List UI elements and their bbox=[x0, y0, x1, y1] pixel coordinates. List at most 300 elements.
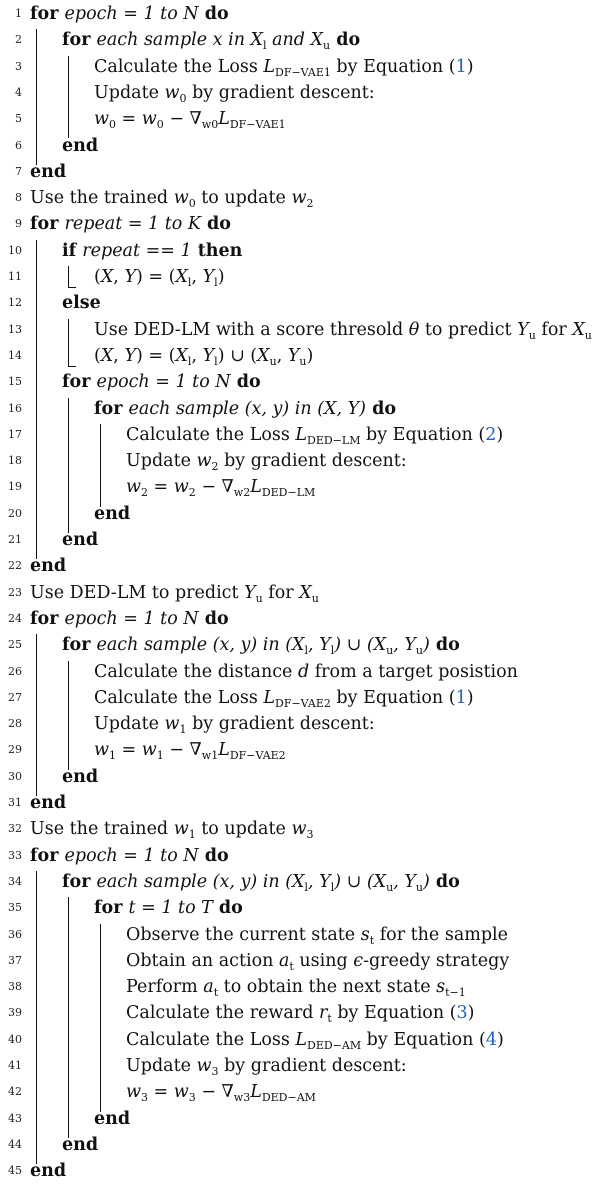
code-token: 0 bbox=[179, 91, 187, 105]
code-token: by Equation ( bbox=[331, 1003, 457, 1024]
algorithm-line bbox=[0, 422, 612, 448]
code-token: for bbox=[62, 30, 97, 51]
code-token: u bbox=[528, 328, 536, 342]
code-token: ) bbox=[496, 424, 504, 445]
block-indent-bar bbox=[100, 424, 101, 507]
code-token: u bbox=[269, 354, 277, 368]
line-code bbox=[94, 54, 474, 80]
algorithm-line bbox=[0, 1027, 612, 1053]
algorithm-line bbox=[0, 396, 612, 422]
algorithm-line bbox=[0, 895, 612, 921]
code-token: DED−AM bbox=[307, 1038, 362, 1052]
algorithm-line bbox=[0, 974, 612, 1000]
code-token: u bbox=[386, 880, 394, 894]
line-number: 37 bbox=[8, 953, 22, 967]
code-token: 2 bbox=[188, 486, 196, 500]
code-token: Observe the current state bbox=[126, 924, 361, 945]
code-token: Y bbox=[517, 319, 529, 340]
code-token: DED−LM bbox=[307, 433, 361, 447]
code-token: L bbox=[250, 477, 262, 498]
line-number: 35 bbox=[8, 901, 22, 915]
code-token: for bbox=[94, 898, 129, 919]
code-token: 3 bbox=[188, 1091, 196, 1105]
block-indent-bar bbox=[68, 398, 69, 534]
line-number: 36 bbox=[8, 927, 22, 941]
equation-ref-link[interactable]: 3 bbox=[456, 1003, 468, 1024]
line-number: 11 bbox=[8, 270, 22, 283]
code-token: , Y bbox=[393, 635, 416, 656]
line-number: 28 bbox=[8, 717, 22, 731]
line-number: 13 bbox=[8, 322, 22, 336]
code-token: to predict bbox=[419, 319, 518, 340]
code-token: do bbox=[230, 372, 261, 393]
code-token: X bbox=[257, 345, 270, 366]
code-token: w0 bbox=[201, 118, 219, 132]
code-token: do bbox=[200, 214, 231, 235]
code-token: each sample (x, y) in (X, Y) bbox=[128, 398, 366, 419]
line-number: 24 bbox=[8, 611, 22, 625]
line-code bbox=[94, 711, 375, 737]
code-token: ( bbox=[94, 345, 101, 366]
algorithm-line bbox=[0, 527, 612, 553]
code-token: by gradient descent: bbox=[186, 82, 375, 103]
code-token: do bbox=[429, 635, 460, 656]
code-token: X bbox=[175, 267, 188, 287]
code-token: Update bbox=[94, 82, 165, 103]
code-token: − ∇ bbox=[163, 109, 202, 130]
code-token: θ bbox=[408, 319, 420, 340]
code-token: Calculate the Loss bbox=[126, 424, 296, 445]
code-token: Obtain an action bbox=[126, 950, 279, 971]
line-code bbox=[126, 922, 508, 948]
code-token: ) ∪ (X bbox=[334, 635, 387, 656]
code-token: u bbox=[323, 39, 331, 53]
block-indent-bar bbox=[36, 634, 37, 796]
algorithm-line bbox=[0, 553, 612, 579]
code-token: for bbox=[535, 319, 573, 340]
code-token: Calculate the Loss bbox=[94, 687, 264, 708]
line-number: 9 bbox=[15, 217, 22, 231]
line-number: 17 bbox=[8, 427, 22, 441]
code-token: d bbox=[297, 661, 310, 682]
algorithm-line bbox=[0, 133, 612, 159]
line-number: 43 bbox=[8, 1111, 22, 1125]
line-number: 38 bbox=[8, 980, 22, 994]
line-number: 21 bbox=[8, 533, 22, 546]
line-code bbox=[62, 369, 261, 395]
algorithm-line bbox=[0, 474, 612, 500]
equation-ref-link[interactable]: 2 bbox=[485, 424, 497, 445]
code-token: Use the trained bbox=[30, 188, 174, 209]
line-number: 15 bbox=[8, 375, 22, 389]
code-token: X bbox=[572, 319, 585, 340]
code-token: w bbox=[94, 740, 109, 761]
code-token: epoch = 1 to N bbox=[64, 608, 199, 629]
algorithm-line bbox=[0, 869, 612, 895]
line-code bbox=[126, 974, 466, 1000]
code-token: end bbox=[30, 793, 67, 813]
code-token: each sample x in X bbox=[96, 30, 263, 51]
algorithm-line bbox=[0, 632, 612, 658]
code-token: w bbox=[173, 188, 189, 209]
algorithm-line bbox=[0, 659, 612, 685]
line-number: 44 bbox=[8, 1137, 22, 1151]
line-number: 29 bbox=[8, 743, 22, 757]
code-token: l bbox=[330, 880, 335, 894]
algorithm-line bbox=[0, 816, 612, 842]
code-token: w bbox=[173, 477, 189, 498]
code-token: do bbox=[198, 608, 229, 629]
code-token: end bbox=[62, 1134, 99, 1155]
code-token: DF−VAE2 bbox=[229, 749, 286, 763]
code-token: DF−VAE1 bbox=[275, 65, 331, 79]
code-token: w bbox=[196, 1056, 212, 1076]
line-code bbox=[94, 685, 474, 711]
code-token: = bbox=[147, 477, 174, 498]
line-code bbox=[62, 632, 460, 658]
code-token: w bbox=[94, 109, 109, 130]
code-token: l bbox=[214, 354, 218, 368]
code-token: do bbox=[429, 871, 460, 892]
line-number: 41 bbox=[8, 1059, 22, 1072]
code-token: L bbox=[263, 687, 276, 708]
code-token: epoch = 1 to N bbox=[96, 372, 231, 393]
code-token: t−1 bbox=[445, 986, 466, 1000]
code-token: do bbox=[366, 398, 397, 419]
code-token: by Equation ( bbox=[330, 56, 456, 77]
code-token: − ∇ bbox=[195, 1082, 234, 1103]
code-token: Update bbox=[126, 451, 197, 472]
line-code bbox=[30, 606, 229, 632]
block-indent-hook bbox=[68, 287, 76, 288]
code-token: ) = ( bbox=[136, 267, 176, 287]
code-token: by Equation ( bbox=[360, 424, 486, 445]
code-token: then bbox=[191, 240, 243, 261]
code-token: 3 bbox=[211, 1065, 219, 1078]
code-token: ( bbox=[94, 267, 101, 287]
code-token: l bbox=[304, 880, 309, 894]
code-token: Calculate the Loss bbox=[94, 56, 264, 77]
code-token: end bbox=[94, 503, 131, 524]
code-token: Use DED-LM to predict bbox=[30, 582, 245, 603]
code-token: for bbox=[30, 4, 65, 24]
code-token: , bbox=[191, 267, 203, 287]
code-token: end bbox=[30, 161, 67, 182]
line-code bbox=[62, 27, 360, 53]
line-number: 8 bbox=[15, 191, 22, 205]
code-token: Y bbox=[124, 345, 136, 366]
code-token: u bbox=[299, 354, 307, 368]
code-token: X bbox=[299, 582, 312, 603]
code-token: for bbox=[94, 398, 129, 419]
code-token: w bbox=[291, 819, 307, 840]
algorithm-line bbox=[0, 1132, 612, 1158]
code-token: by Equation ( bbox=[330, 687, 456, 708]
code-token: L bbox=[295, 424, 308, 445]
code-token: w bbox=[164, 714, 180, 735]
line-number: 34 bbox=[8, 874, 22, 888]
code-token: ) bbox=[217, 267, 225, 287]
algorithm-line bbox=[0, 185, 612, 211]
block-indent-bar bbox=[68, 897, 69, 1138]
line-code bbox=[62, 869, 460, 895]
line-number: 10 bbox=[8, 243, 22, 257]
line-code bbox=[30, 843, 229, 869]
code-token: X bbox=[100, 267, 114, 287]
algorithm-line bbox=[0, 106, 612, 132]
code-token: , bbox=[113, 267, 125, 287]
code-token: 1 bbox=[188, 828, 196, 842]
code-token: 2 bbox=[306, 197, 314, 211]
code-token: X bbox=[100, 345, 114, 366]
code-token: t bbox=[369, 933, 375, 947]
code-token: w bbox=[126, 477, 141, 498]
code-token: u bbox=[255, 591, 263, 605]
code-token: repeat == 1 bbox=[82, 240, 192, 261]
code-token: do bbox=[198, 845, 229, 866]
code-token: l bbox=[214, 276, 218, 289]
code-token: w bbox=[126, 1082, 141, 1103]
algorithm-line bbox=[0, 1000, 612, 1026]
code-token: s bbox=[436, 977, 446, 998]
code-token: , bbox=[276, 345, 288, 366]
algorithm-line bbox=[0, 843, 612, 869]
equation-ref-link[interactable]: 4 bbox=[485, 1029, 497, 1050]
line-code bbox=[30, 211, 231, 237]
code-token: for bbox=[62, 871, 97, 892]
code-token: u bbox=[386, 644, 394, 658]
code-token: w bbox=[291, 188, 307, 209]
code-token: by Equation ( bbox=[361, 1029, 486, 1050]
block-indent-bar bbox=[36, 240, 37, 560]
code-token: L bbox=[250, 1082, 262, 1103]
algorithm-line bbox=[0, 159, 612, 185]
line-code bbox=[94, 264, 225, 290]
code-token: w bbox=[173, 1082, 189, 1103]
code-token: for bbox=[30, 214, 65, 235]
code-token: 2 bbox=[211, 460, 219, 474]
code-token: to update bbox=[195, 188, 292, 209]
line-code bbox=[62, 238, 242, 264]
code-token: ) bbox=[466, 687, 474, 708]
line-code bbox=[30, 1, 229, 27]
code-token: end bbox=[62, 530, 99, 550]
block-indent-bar bbox=[68, 319, 69, 368]
code-token: w bbox=[141, 109, 157, 130]
code-token: by gradient descent: bbox=[218, 1056, 407, 1076]
line-number: 42 bbox=[8, 1085, 22, 1099]
code-token: L bbox=[218, 740, 230, 761]
code-token: ) = ( bbox=[136, 345, 176, 366]
line-number: 18 bbox=[8, 454, 22, 468]
code-token: ϵ bbox=[353, 950, 364, 971]
line-number: 31 bbox=[8, 796, 22, 809]
code-token: w1 bbox=[201, 749, 219, 763]
code-token: u bbox=[584, 328, 592, 342]
line-number: 40 bbox=[8, 1032, 22, 1046]
code-token: Update bbox=[126, 1056, 197, 1076]
line-code bbox=[94, 106, 286, 132]
code-token: Y bbox=[244, 582, 256, 603]
code-token: for bbox=[30, 608, 65, 629]
code-token: ) ∪ (X bbox=[334, 871, 387, 892]
code-token: DF−VAE1 bbox=[229, 118, 286, 132]
code-token: from a target posistion bbox=[309, 661, 518, 682]
code-token: t = 1 to T bbox=[128, 898, 213, 919]
line-number: 4 bbox=[15, 85, 22, 99]
code-token: l bbox=[187, 276, 192, 289]
line-code bbox=[94, 396, 396, 422]
code-token: repeat = 1 to K bbox=[64, 214, 201, 235]
code-token: 1 bbox=[156, 749, 164, 763]
code-token: u bbox=[415, 644, 424, 658]
code-token: L bbox=[218, 109, 230, 130]
code-token: epoch = 1 to N bbox=[64, 845, 199, 866]
line-code bbox=[126, 1000, 474, 1026]
line-code bbox=[126, 1027, 504, 1053]
code-token: Calculate the reward bbox=[126, 1003, 319, 1024]
line-code bbox=[94, 895, 243, 921]
block-indent-bar bbox=[100, 924, 101, 1112]
code-token: t bbox=[327, 1012, 332, 1026]
algorithm-line bbox=[0, 238, 612, 264]
line-code bbox=[94, 659, 518, 685]
line-code bbox=[126, 474, 315, 500]
line-number: 22 bbox=[8, 559, 22, 573]
algorithm-line bbox=[0, 1079, 612, 1105]
code-token: end bbox=[30, 556, 67, 577]
algorithm-line bbox=[0, 448, 612, 474]
line-number: 19 bbox=[8, 480, 22, 494]
line-number: 2 bbox=[15, 33, 22, 47]
code-token: Update bbox=[94, 714, 165, 735]
code-token: 3 bbox=[140, 1091, 148, 1105]
block-indent-hook bbox=[68, 366, 76, 367]
line-code bbox=[94, 343, 313, 369]
code-token: 0 bbox=[156, 118, 164, 132]
code-token: by gradient descent: bbox=[186, 714, 375, 735]
code-token: Calculate the Loss bbox=[126, 1029, 296, 1050]
code-token: w2 bbox=[233, 486, 251, 500]
equation-ref-link[interactable]: 1 bbox=[455, 56, 467, 77]
equation-ref-link[interactable]: 1 bbox=[455, 687, 467, 708]
line-number: 14 bbox=[8, 348, 22, 362]
code-token: t bbox=[213, 986, 219, 1000]
block-indent-bar bbox=[36, 871, 37, 1164]
code-token: l bbox=[304, 644, 309, 658]
code-token: end bbox=[30, 1161, 67, 1182]
code-token: by gradient descent: bbox=[218, 451, 407, 472]
code-token: − ∇ bbox=[195, 477, 234, 498]
code-token: DED−LM bbox=[261, 486, 316, 500]
code-token: Y bbox=[287, 345, 300, 366]
code-token: w bbox=[173, 819, 189, 840]
algorithm-line bbox=[0, 1, 612, 27]
code-token: , Y bbox=[393, 871, 416, 892]
code-token: Perform bbox=[126, 977, 204, 998]
algorithm-line bbox=[0, 1106, 612, 1132]
code-token: , bbox=[113, 345, 125, 366]
code-token: l bbox=[330, 644, 335, 658]
code-token: X bbox=[175, 345, 188, 366]
block-indent-bar bbox=[68, 266, 69, 288]
code-token: u bbox=[415, 880, 424, 894]
algorithm-line bbox=[0, 711, 612, 737]
line-number: 20 bbox=[8, 506, 22, 520]
algorithm-line bbox=[0, 922, 612, 948]
code-token: ) bbox=[306, 345, 314, 366]
code-token: ) bbox=[423, 635, 430, 656]
code-token: end bbox=[94, 1108, 131, 1129]
algorithm-line bbox=[0, 580, 612, 606]
code-token: for the sample bbox=[374, 924, 509, 945]
code-token: to obtain the next state bbox=[218, 977, 437, 998]
code-token: 3 bbox=[306, 828, 314, 842]
line-number: 26 bbox=[8, 664, 22, 678]
block-indent-bar bbox=[36, 29, 37, 165]
code-token: each sample (x, y) in (X bbox=[96, 871, 305, 892]
algorithm-line bbox=[0, 606, 612, 632]
algorithm-line bbox=[0, 80, 612, 106]
algorithm-line bbox=[0, 948, 612, 974]
code-token: L bbox=[295, 1029, 308, 1050]
code-token: for bbox=[262, 582, 300, 603]
code-token: for bbox=[62, 372, 97, 393]
code-token: for bbox=[30, 845, 65, 866]
line-number: 12 bbox=[8, 296, 22, 310]
line-number: 30 bbox=[8, 769, 22, 783]
code-token: to update bbox=[195, 819, 292, 840]
line-code bbox=[94, 80, 375, 106]
algorithm-line bbox=[0, 317, 612, 343]
algorithm-line bbox=[0, 737, 612, 763]
code-token: = bbox=[115, 740, 142, 761]
code-token: l bbox=[187, 354, 192, 368]
line-code bbox=[126, 1079, 316, 1105]
code-token: w3 bbox=[233, 1091, 251, 1105]
code-token: ) ∪ ( bbox=[217, 345, 258, 366]
algorithm-line bbox=[0, 501, 612, 527]
code-token: 1 bbox=[179, 723, 187, 737]
code-token: 2 bbox=[140, 486, 148, 500]
code-token: -greedy strategy bbox=[363, 950, 510, 971]
code-token: , Y bbox=[308, 635, 331, 656]
code-token: l bbox=[263, 39, 267, 53]
algorithm-line bbox=[0, 764, 612, 790]
code-token: each sample (x, y) in (X bbox=[96, 635, 305, 656]
code-token: a bbox=[203, 977, 214, 998]
code-token: − ∇ bbox=[163, 740, 202, 761]
code-token: t bbox=[289, 959, 294, 973]
code-token: ) bbox=[496, 1029, 504, 1050]
code-token: Y bbox=[124, 267, 136, 287]
algorithm-line bbox=[0, 790, 612, 816]
algorithm-line bbox=[0, 685, 612, 711]
code-token: ) bbox=[423, 871, 430, 892]
code-token: ) bbox=[467, 1003, 475, 1024]
line-number: 25 bbox=[8, 638, 22, 652]
code-token: Y bbox=[202, 267, 215, 287]
code-token: 1 bbox=[108, 749, 116, 763]
block-indent-bar bbox=[68, 661, 69, 770]
algorithm-line bbox=[0, 1158, 612, 1184]
line-number: 1 bbox=[15, 7, 22, 20]
algorithm-line bbox=[0, 343, 612, 369]
code-token: , Y bbox=[308, 871, 331, 892]
code-token: Use DED-LM with a score thresold bbox=[94, 319, 409, 340]
code-token: 0 bbox=[188, 197, 196, 211]
algorithm-line bbox=[0, 290, 612, 316]
